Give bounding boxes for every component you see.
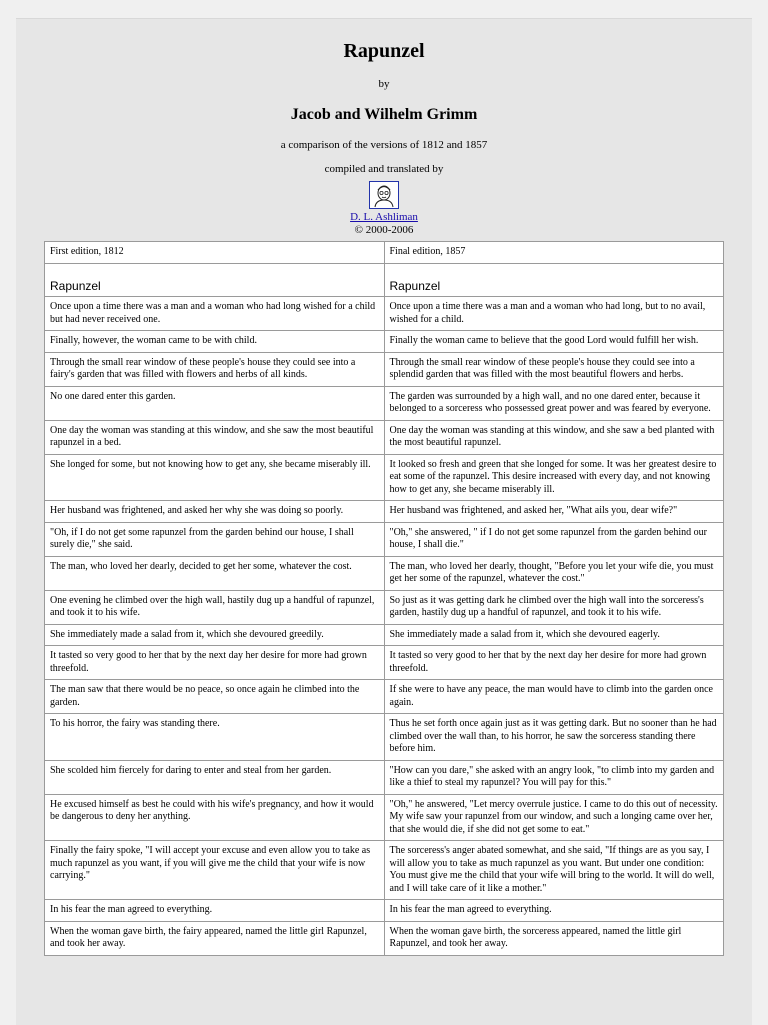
portrait-wrap [16,181,752,209]
first-edition-cell: No one dared enter this garden. [45,386,385,420]
table-row [45,900,724,922]
page-title: Rapunzel [343,40,425,62]
final-edition-cell: The garden was surrounded by a high wall, and no one dared enter, because it belonged to a sorceress who possessed great power and was feared by everyone. [384,386,724,420]
final-edition-cell: The man, who loved her dearly, thought, "Before you let your wife die, you must get her some of the rapunzel, whatever the cost." [384,556,724,590]
table-row [45,386,724,420]
table-row [45,590,724,624]
authors-heading: Jacob and Wilhelm Grimm [290,106,478,123]
first-edition-cell: She scolded him fiercely for daring to enter and steal from her garden. [45,760,385,794]
first-edition-cell: It tasted so very good to her that by the next day her desire for more had grown threefold. [45,646,385,680]
first-edition-cell: The man saw that there would be no peace, so once again he climbed into the garden. [45,680,385,714]
first-edition-cell: "Oh, if I do not get some rapunzel from the garden behind our house, I shall surely die," she said. [45,522,385,556]
table-row [45,331,724,353]
table-row [45,420,724,454]
first-edition-cell: In his fear the man agreed to everything. [45,900,385,922]
final-edition-cell: It looked so fresh and green that she longed for some. It was her greatest desire to eat some of the rapunzel. This desire increased with every day, and not knowing how to get any, she became miserably ill. [384,454,724,501]
first-edition-cell: Finally, however, the woman came to be with child. [45,331,385,353]
author-link[interactable]: D. L. Ashliman [350,211,418,223]
story-title-row [45,263,724,297]
column-header-first-edition: First edition, 1812 [45,242,385,264]
final-edition-cell: Once upon a time there was a man and a woman who had long, but to no avail, wished for a child. [384,297,724,331]
first-edition-cell: He excused himself as best he could with his wife's pregnancy, and how it would be dangerous to deny her anything. [45,794,385,841]
compiled-by-text: compiled and translated by [324,163,444,175]
table-row [45,680,724,714]
final-edition-cell: So just as it was getting dark he climbed over the high wall into the sorceress's garden, hastily dug up a handful of rapunzel, and took it to his wife. [384,590,724,624]
table-row [45,794,724,841]
table-row [45,501,724,523]
final-edition-cell: Her husband was frightened, and asked her, "What ails you, dear wife?" [384,501,724,523]
first-edition-cell: She immediately made a salad from it, which she devoured greedily. [45,624,385,646]
first-edition-cell: One day the woman was standing at this window, and she saw the most beautiful rapunzel in a bed. [45,420,385,454]
table-row [45,454,724,501]
final-edition-cell: When the woman gave birth, the sorceress appeared, named the little girl Rapunzel, and took her away. [384,921,724,955]
top-strip [0,0,768,18]
table-row [45,522,724,556]
final-edition-cell: Through the small rear window of these people's house they could see into a splendid garden that was filled with the most beautiful flowers and herbs. [384,352,724,386]
final-edition-cell: Finally the woman came to believe that the good Lord would fulfill her wish. [384,331,724,353]
document-page [16,18,752,1025]
first-edition-cell: Her husband was frightened, and asked her why she was doing so poorly. [45,501,385,523]
comparison-subtitle: a comparison of the versions of 1812 and 1857 [280,139,488,151]
first-edition-cell: Finally the fairy spoke, "I will accept your excuse and even allow you to take as much rapunzel as you want, if you will give me the child that your wife is now carrying." [45,841,385,900]
comparison-table [44,241,724,956]
first-edition-cell: The man, who loved her dearly, decided to get her some, whatever the cost. [45,556,385,590]
final-edition-cell: "Oh," she answered, " if I do not get some rapunzel from the garden behind our house, I shall die." [384,522,724,556]
document-header [16,19,752,237]
story-title-first: Rapunzel [45,263,385,297]
first-edition-cell: One evening he climbed over the high wall, hastily dug up a handful of rapunzel, and took it to his wife. [45,590,385,624]
first-edition-cell: She longed for some, but not knowing how to get any, she became miserably ill. [45,454,385,501]
author-portrait-icon[interactable] [369,181,399,209]
final-edition-cell: She immediately made a salad from it, which she devoured eagerly. [384,624,724,646]
table-row [45,297,724,331]
final-edition-cell: It tasted so very good to her that by the next day her desire for more had grown threefold. [384,646,724,680]
first-edition-cell: Through the small rear window of these people's house they could see into a fairy's garden that was filled with flowers and herbs of all kinds. [45,352,385,386]
table-row [45,646,724,680]
final-edition-cell: In his fear the man agreed to everything. [384,900,724,922]
final-edition-cell: Thus he set forth once again just as it was getting dark. But no sooner than he had climbed over the wall than, to his horror, he saw the sorceress standing there before him. [384,714,724,761]
first-edition-cell: Once upon a time there was a man and a woman who had long wished for a child but had never received one. [45,297,385,331]
copyright-text: © 2000-2006 [354,224,414,236]
final-edition-cell: "How can you dare," she asked with an angry look, "to climb into my garden and like a thief to steal my rapunzel? You will pay for this." [384,760,724,794]
final-edition-cell: One day the woman was standing at this window, and she saw a bed planted with the most beautiful rapunzel. [384,420,724,454]
table-row [45,760,724,794]
first-edition-cell: When the woman gave birth, the fairy appeared, named the little girl Rapunzel, and took her away. [45,921,385,955]
table-row [45,556,724,590]
table-header-row [45,242,724,264]
table-row [45,921,724,955]
table-row [45,841,724,900]
table-row [45,714,724,761]
first-edition-cell: To his horror, the fairy was standing there. [45,714,385,761]
table-row [45,624,724,646]
table-row [45,352,724,386]
final-edition-cell: If she were to have any peace, the man would have to climb into the garden once again. [384,680,724,714]
final-edition-cell: "Oh," he answered, "Let mercy overrule justice. I came to do this out of necessity. My wife saw your rapunzel from our window, and such a longing came over her, that she would die, if she did not get some to eat." [384,794,724,841]
column-header-final-edition: Final edition, 1857 [384,242,724,264]
final-edition-cell: The sorceress's anger abated somewhat, and she said, "If things are as you say, I will allow you to take as much rapunzel as you want. But under one condition: You must give me the child that your wife will bring to the world. It will do well, and I will take care of it like a mother." [384,841,724,900]
by-line: by [378,78,390,90]
story-title-final: Rapunzel [384,263,724,297]
